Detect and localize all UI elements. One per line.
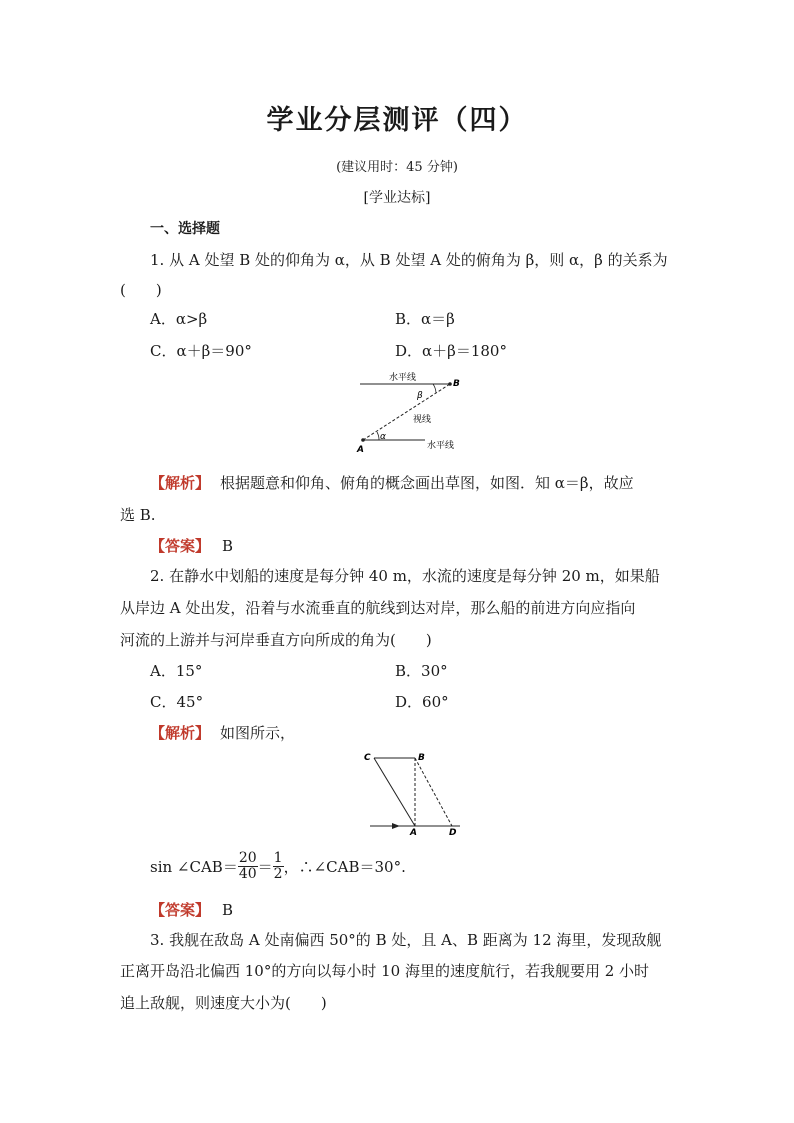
answer-value: B [222, 537, 234, 555]
question-2-text-line2: 从岸边 A 处出发，沿着与水流垂直的航线到达对岸，那么船的前进方向应指向 [120, 599, 636, 617]
question-2-option-d: D．60° [395, 693, 449, 711]
fraction-numerator: 1 [273, 849, 283, 866]
segment-bd [415, 758, 452, 826]
fraction-1-over-2 [273, 851, 284, 882]
point-b [448, 382, 452, 386]
fraction-20-over-40 [238, 851, 258, 882]
question-1-answer [150, 535, 233, 556]
question-3-text-line3: 追上敌舰，则速度大小为( ) [120, 994, 327, 1012]
question-3-text: 3. 我舰在敌岛 A 处南偏西 50°的 B 处，且 A、B 距离为 12 海里，发现敌舰 [150, 931, 662, 949]
question-1-analysis [150, 472, 634, 493]
section-label: [学业达标] [363, 190, 431, 206]
formula-equals: ＝ [257, 857, 273, 876]
bottom-horizontal-label: 水平线 [427, 441, 455, 451]
question-2-answer [150, 899, 233, 920]
label-alpha: α [380, 432, 386, 442]
river-crossing-figure [360, 748, 470, 836]
analysis-text: 根据题意和仰角、俯角的概念画出草图，如图．知 α＝β，故应 [220, 474, 634, 492]
question-2-formula [150, 844, 406, 888]
question-1-option-c: C．α＋β＝90° [150, 342, 252, 360]
top-horizontal-label: 水平线 [389, 373, 417, 383]
elevation-angle-figure [355, 368, 475, 454]
question-1-option-a: A．α>β [150, 310, 208, 328]
point-a [361, 438, 365, 442]
label-a: A [410, 828, 417, 836]
question-2-analysis [150, 722, 295, 743]
answer-tag: 【答案】 [150, 901, 211, 919]
page-title: 学业分层测评（四） [266, 105, 528, 136]
question-1-text: 1. 从 A 处望 B 处的仰角为 α，从 B 处望 A 处的俯角为 β，则 α，β 的关系为 [150, 251, 668, 269]
label-b: B [418, 753, 425, 763]
question-2-text: 2. 在静水中划船的速度是每分钟 40 m，水流的速度是每分钟 20 m，如果船 [150, 567, 660, 585]
suggested-time: (建议用时：45 分钟) [336, 160, 458, 175]
question-2-option-c: C．45° [150, 693, 204, 711]
fraction-denominator: 2 [273, 865, 283, 882]
label-b: B [453, 379, 460, 389]
sight-label: 视线 [413, 415, 432, 425]
label-a: A [357, 445, 364, 454]
question-1-option-b: B．α＝β [395, 310, 455, 328]
label-d: D [449, 828, 457, 836]
answer-tag: 【答案】 [150, 537, 211, 555]
water-flow-arrow [392, 823, 400, 829]
question-2-option-a: A．15° [150, 662, 203, 680]
label-c: C [364, 753, 371, 763]
question-1-option-d: D．α＋β＝180° [395, 342, 507, 360]
section-heading: 一、选择题 [150, 221, 220, 237]
alpha-arc [377, 432, 379, 440]
answer-value: B [222, 901, 234, 919]
segment-ca [374, 758, 415, 826]
question-2-text-line3: 河流的上游并与河岸垂直方向所成的角为( ) [120, 631, 432, 649]
question-3-text-line2: 正离开岛沿北偏西 10°的方向以每小时 10 海里的速度航行，若我舰要用 2 小时 [120, 962, 650, 980]
fraction-numerator: 20 [238, 849, 257, 866]
analysis-tag: 【解析】 [150, 474, 211, 492]
formula-suffix: ，∴∠CAB＝30°. [283, 857, 406, 876]
analysis-tag: 【解析】 [150, 724, 211, 742]
analysis-text: 如图所示， [220, 724, 296, 742]
question-2-option-b: B．30° [395, 662, 448, 680]
beta-arc [433, 384, 436, 393]
label-beta: β [417, 391, 423, 401]
fraction-denominator: 40 [238, 865, 257, 882]
formula-prefix: sin ∠CAB＝ [150, 857, 238, 876]
question-1-paren: ( ) [120, 281, 162, 299]
sight-line [363, 384, 450, 440]
question-1-analysis-cont: 选 B. [120, 506, 156, 524]
